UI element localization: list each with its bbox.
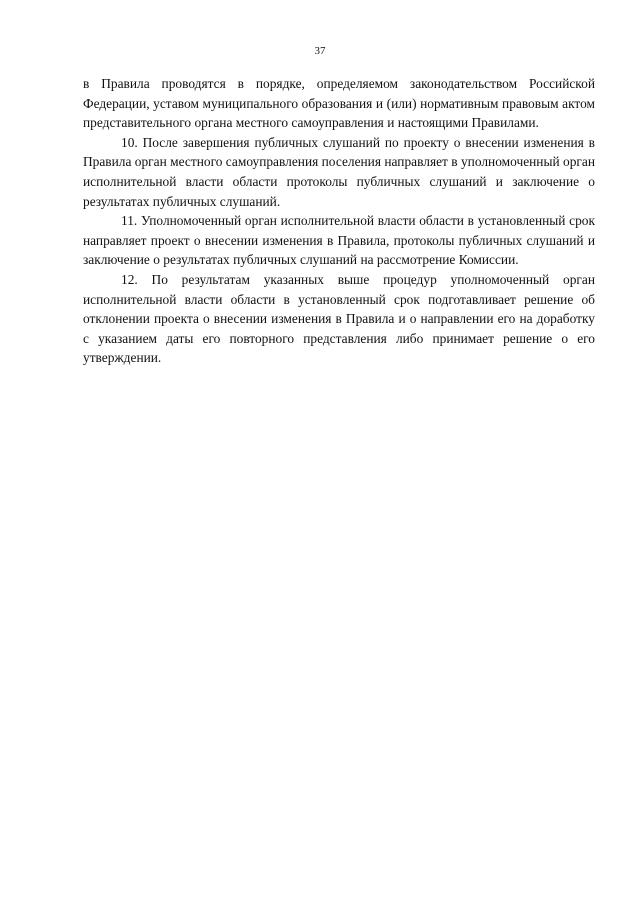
paragraph-continuation: в Правила проводятся в порядке, определяемом законодательством Российской Федерации, уставом муниципального образования и (или) нормативным правовым актом представительного органа местного самоуправления и настоящими Правилами. xyxy=(83,76,595,131)
document-body xyxy=(83,74,595,368)
paragraph-item-11: 11. Уполномоченный орган исполнительной власти области в установленный срок направляет проект о внесении изменения в Правила, протоколы публичных слушаний и заключение о результатах публичных слушаний на рассмотрение Комиссии. xyxy=(83,213,595,268)
paragraph-item-12: 12. По результатам указанных выше процедур уполномоченный орган исполнительной власти области в установленный срок подготавливает решение об отклонении проекта о внесении изменения в Правила и о направлении его на доработку с указанием даты его повторного представления либо принимает решение о его утверждении. xyxy=(83,271,595,366)
page-number: 37 xyxy=(314,45,326,57)
paragraph-item-10: 10. После завершения публичных слушаний по проекту о внесении изменения в Правила орган местного самоуправления поселения направляет в уполномоченный орган исполнительной власти области протоколы публичных слушаний и заключение о результатах публичных слушаний. xyxy=(83,134,595,209)
